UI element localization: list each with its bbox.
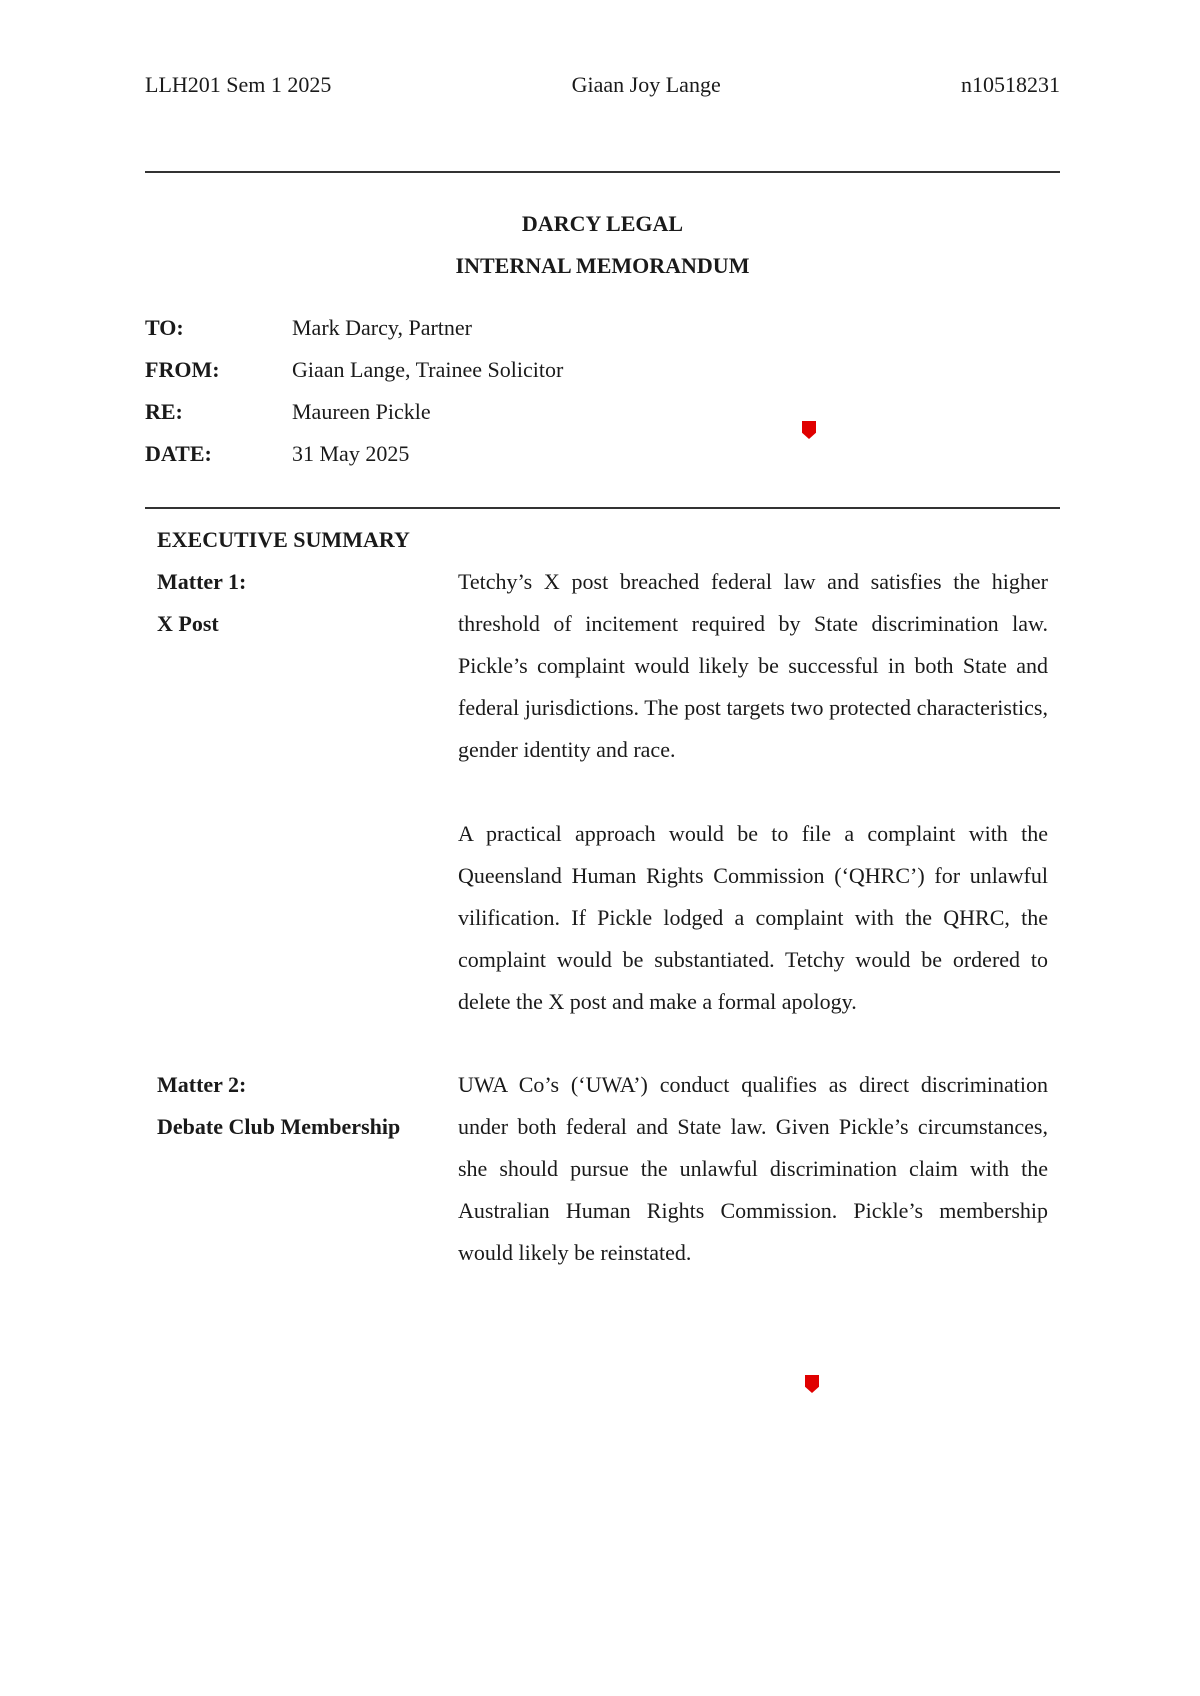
meta-row-from bbox=[145, 357, 563, 399]
memo-meta bbox=[145, 315, 563, 483]
memo-title: INTERNAL MEMORANDUM bbox=[455, 253, 750, 278]
meta-label: TO: bbox=[145, 315, 184, 340]
meta-value: Mark Darcy, Partner bbox=[292, 315, 472, 340]
meta-label: RE: bbox=[145, 399, 183, 424]
header-student-id: n10518231 bbox=[960, 72, 1060, 97]
meta-row-date bbox=[145, 441, 563, 483]
meta-row-re bbox=[145, 399, 563, 441]
meta-value: 31 May 2025 bbox=[292, 441, 410, 466]
comment-marker-icon[interactable] bbox=[802, 421, 816, 439]
matter-2-label bbox=[157, 1064, 400, 1148]
header-author: Giaan Joy Lange bbox=[571, 72, 721, 97]
matter-number: Matter 2: bbox=[157, 1072, 247, 1097]
summary-heading: EXECUTIVE SUMMARY bbox=[157, 527, 410, 552]
running-header bbox=[145, 72, 1060, 98]
matter-title: Debate Club Membership bbox=[157, 1114, 401, 1139]
meta-value: Giaan Lange, Trainee Solicitor bbox=[292, 357, 564, 382]
meta-label: DATE: bbox=[145, 441, 212, 466]
mid-divider bbox=[145, 507, 1060, 509]
matter-number: Matter 1: bbox=[157, 569, 247, 594]
meta-row-to bbox=[145, 315, 563, 357]
top-divider bbox=[145, 171, 1060, 173]
matter-1-label bbox=[157, 561, 246, 645]
comment-marker-icon[interactable] bbox=[805, 1375, 819, 1393]
matter-2-paragraph-1: UWA Co’s (‘UWA’) conduct qualifies as direct discrimination under both federal and State law. Given Pickle’s circumstances, she should pursue the unlawful discrimination claim with the Australian Human Rights Commission. Pickle’s membership would likely be reinstated. bbox=[458, 1072, 1048, 1265]
matter-title: X Post bbox=[157, 611, 219, 636]
firm-title: DARCY LEGAL bbox=[521, 211, 684, 236]
matter-1-paragraph-1: Tetchy’s X post breached federal law and satisfies the higher threshold of incitement required by State discrimination law. Pickle’s complaint would likely be successful in both State and federal jurisdictions. The post targets two protected characteristics, gender identity and race. bbox=[458, 569, 1048, 762]
matter-1-paragraph-2: A practical approach would be to file a complaint with the Queensland Human Rights Commission (‘QHRC’) for unlawful vilification. If Pickle lodged a complaint with the QHRC, the complaint would be substantiated. Tetchy would be ordered to delete the X post and make a formal apology. bbox=[458, 821, 1048, 1014]
meta-value: Maureen Pickle bbox=[292, 399, 431, 424]
header-course: LLH201 Sem 1 2025 bbox=[145, 72, 332, 97]
meta-label: FROM: bbox=[145, 357, 220, 382]
